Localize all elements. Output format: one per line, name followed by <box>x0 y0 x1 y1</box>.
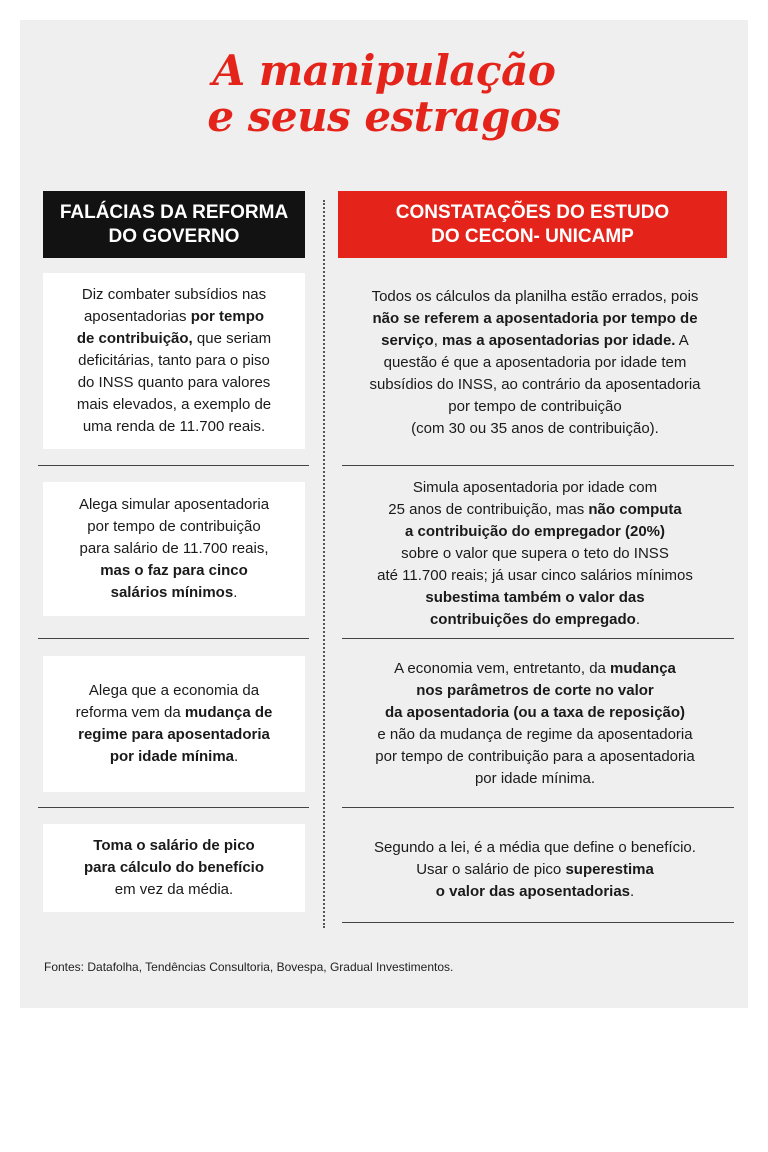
column-divider <box>323 200 325 928</box>
text-bold: superestima <box>565 861 654 878</box>
text-line <box>100 560 248 582</box>
row-separator <box>38 807 309 808</box>
text-run: aposentadorias <box>83 308 191 325</box>
text-run: A economia vem, entretanto, da <box>394 660 611 677</box>
text-bold: Toma o salário de pico <box>93 837 255 854</box>
text-run: que seriam <box>192 330 272 347</box>
text-bold: não se referem a aposentadoria por tempo de <box>372 310 698 327</box>
fallacy-4 <box>43 824 305 912</box>
text-line <box>77 328 271 350</box>
sources-note: Fontes: Datafolha, Tendências Consultoria, Bovespa, Gradual Investimentos. <box>44 960 454 974</box>
text-line: e não da mudança de regime da aposentadoria <box>377 726 693 743</box>
header-right-line-1: CONSTATAÇÕES DO ESTUDO <box>395 201 670 223</box>
text-line <box>110 746 238 768</box>
text-line: por tempo de contribuição para a aposentadoria <box>375 748 695 765</box>
text-line <box>416 859 654 881</box>
finding-4 <box>338 833 732 907</box>
text-line: Alega simular aposentadoria <box>78 496 270 513</box>
text-bold: mas o faz para cinco <box>100 562 248 579</box>
text-line: mais elevados, a exemplo de <box>76 396 272 413</box>
row-separator <box>342 922 734 923</box>
fallacy-3 <box>43 656 305 792</box>
text-run: reforma vem da <box>75 704 185 721</box>
text-bold: mas a aposentadorias por idade. <box>442 332 676 349</box>
text-bold: não computa <box>588 501 682 518</box>
text-line: Simula aposentadoria por idade com <box>412 479 658 496</box>
text-line <box>430 609 640 631</box>
text-line: por tempo de contribuição <box>448 398 622 415</box>
text-bold: mudança de <box>184 704 273 721</box>
text-line <box>78 724 270 746</box>
text-line: Alega que a economia da <box>88 682 260 699</box>
row-separator <box>342 638 734 639</box>
text-bold: mudança <box>610 660 676 677</box>
text-line <box>84 857 264 879</box>
text-line <box>76 702 273 724</box>
text-run: 25 anos de contribuição, mas <box>388 501 589 518</box>
finding-1 <box>338 280 732 446</box>
text-bold: serviço <box>381 332 434 349</box>
text-bold: subestima também o valor das <box>425 589 645 606</box>
text-run: Usar o salário de pico <box>416 861 566 878</box>
text-bold: regime para aposentadoria <box>78 726 270 743</box>
text-line: (com 30 ou 35 anos de contribuição). <box>411 420 659 437</box>
header-right-line-2: DO CECON- UNICAMP <box>431 225 634 247</box>
text-line: sobre o valor que supera o teto do INSS <box>401 545 669 562</box>
text-line <box>405 521 665 543</box>
text-line <box>84 306 264 328</box>
fallacy-1 <box>43 273 305 449</box>
text-line: deficitárias, tanto para o piso <box>78 352 270 369</box>
text-line: Diz combater subsídios nas <box>81 286 267 303</box>
title-line-2: e seus estragos <box>207 92 561 141</box>
text-bold: por idade mínima <box>109 748 235 765</box>
text-bold: para cálculo do benefício <box>83 859 265 876</box>
text-line: para salário de 11.700 reais, <box>79 540 269 557</box>
text-line <box>372 308 697 330</box>
text-bold: a contribuição do empregador (20%) <box>404 523 666 540</box>
text-line: em vez da média. <box>114 881 234 898</box>
text-line: Todos os cálculos da planilha estão errados, pois <box>371 288 699 305</box>
text-line: uma renda de 11.700 reais. <box>82 418 266 435</box>
finding-2 <box>338 476 732 632</box>
text-bold: da aposentadoria (ou a taxa de reposição) <box>384 704 686 721</box>
header-left-line-2: DO GOVERNO <box>108 225 240 247</box>
text-run: A <box>675 332 689 349</box>
text-run: . <box>630 883 635 900</box>
text-line <box>93 835 254 857</box>
text-bold: contribuições do empregado <box>429 611 636 628</box>
text-line <box>416 680 654 702</box>
title-line-1: A manipulação <box>212 46 556 95</box>
text-line: por idade mínima. <box>474 770 596 787</box>
text-run: . <box>233 584 238 601</box>
text-line <box>394 658 676 680</box>
row-separator <box>38 465 309 466</box>
header-left-line-1: FALÁCIAS DA REFORMA <box>59 201 289 223</box>
row-separator <box>38 638 309 639</box>
text-run: , <box>433 332 443 349</box>
header-study-findings <box>338 191 727 258</box>
text-line <box>111 582 238 604</box>
page-title <box>0 48 768 140</box>
text-line: questão é que a aposentadoria por idade tem <box>383 354 687 371</box>
text-run: . <box>234 748 239 765</box>
text-line: por tempo de contribuição <box>87 518 261 535</box>
text-line: do INSS quanto para valores <box>77 374 271 391</box>
text-line <box>381 330 689 352</box>
text-bold: nos parâmetros de corte no valor <box>416 682 654 699</box>
finding-3 <box>338 652 732 796</box>
text-line: até 11.700 reais; já usar cinco salários mínimos <box>377 567 693 584</box>
text-line <box>388 499 681 521</box>
text-bold: o valor das aposentadorias <box>435 883 631 900</box>
row-separator <box>342 807 734 808</box>
text-bold: por tempo <box>190 308 265 325</box>
text-run: . <box>635 611 641 628</box>
text-line: Segundo a lei, é a média que define o benefício. <box>374 839 696 856</box>
text-line <box>436 881 634 903</box>
text-bold: salários mínimos <box>110 584 234 601</box>
text-line <box>385 702 685 724</box>
text-bold: de contribuição, <box>76 330 193 347</box>
text-line: subsídios do INSS, ao contrário da aposentadoria <box>369 376 701 393</box>
fallacy-2 <box>43 482 305 616</box>
row-separator <box>342 465 734 466</box>
header-government-fallacies <box>43 191 305 258</box>
text-line <box>425 587 644 609</box>
